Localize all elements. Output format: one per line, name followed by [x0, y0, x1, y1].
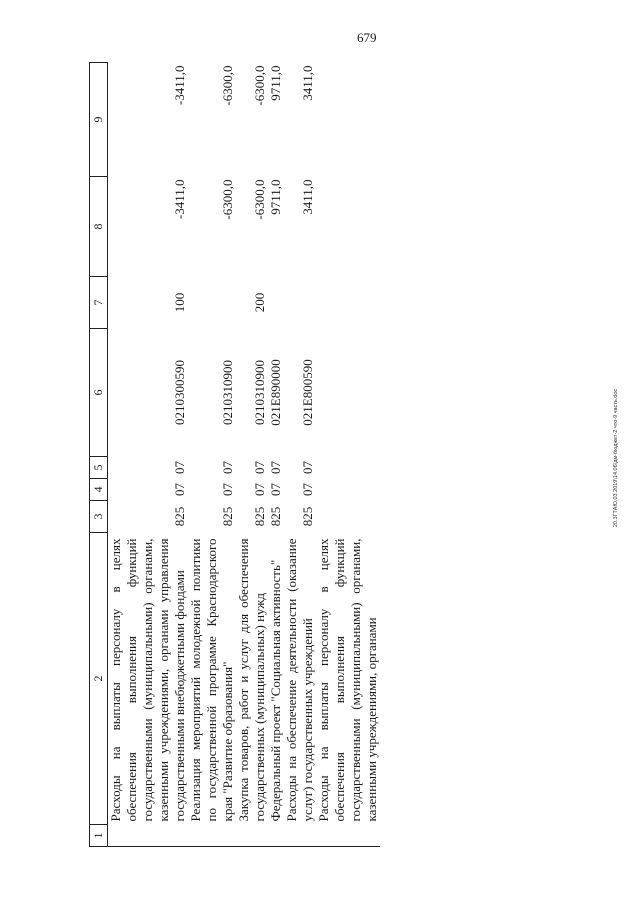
table-row: [316, 63, 380, 847]
cell-expense-type: [188, 277, 236, 329]
cell-target-article: 021E890000: [268, 359, 283, 426]
cell-ministry: 825: [172, 506, 187, 527]
cell-amount: 9711,0: [268, 179, 283, 215]
cell-subsection: 07: [300, 461, 315, 474]
header-cell: 1: [90, 825, 108, 847]
cell-subsection: 07: [252, 461, 267, 474]
cell-amount: 3411,0: [300, 179, 315, 215]
cell-section: 07: [268, 483, 283, 496]
cell-ministry: 825: [220, 506, 235, 527]
cell-section: [316, 479, 380, 501]
row-description: Закупка товаров, работ и услуг для обеспечения государственных (муниципальных) нужд: [236, 538, 267, 822]
cell-amount-total: -6300,0: [220, 65, 235, 106]
cell-ministry: 825: [300, 506, 315, 527]
cell-amount: -3411,0: [172, 179, 187, 220]
cell-section: 07: [300, 483, 315, 496]
header-cell: 3: [90, 501, 108, 533]
cell-expense-type: 100: [172, 292, 187, 313]
cell-section: 07: [220, 483, 235, 496]
table-header-row: [90, 63, 108, 847]
table-row: [108, 63, 189, 847]
table-row: [268, 63, 284, 847]
cell-expense-type: [284, 277, 316, 329]
header-cell: 6: [90, 329, 108, 457]
page-number: 679: [357, 30, 377, 45]
row-description: Реализация мероприятий молодежной политики по государственной программе Краснодарского края "Развитие образования": [188, 538, 235, 822]
cell-ministry: 825: [252, 506, 267, 527]
cell-ministry: 825: [268, 506, 283, 527]
table-row: [284, 63, 316, 847]
cell-amount-total: 3411,0: [300, 65, 315, 101]
header-cell: 2: [90, 533, 108, 825]
cell-subsection: 07: [172, 461, 187, 474]
header-cell: 7: [90, 277, 108, 329]
cell-subsection: [316, 457, 380, 479]
cell-amount-total: -6300,0: [252, 65, 267, 106]
file-path-footer: 20.3ГТАЮ.03.2019\14.06\дм-бюджет-2 что-9 часть.doc: [613, 388, 619, 528]
cell-amount: -6300,0: [252, 179, 267, 220]
header-cell: 8: [90, 177, 108, 277]
header-cell: 9: [90, 63, 108, 177]
header-cell: 4: [90, 479, 108, 501]
cell-target-article: 021E800590: [300, 359, 315, 426]
cell-ministry: [316, 501, 380, 533]
row-description: Федеральный проект "Социальная активность": [268, 559, 283, 822]
cell-target-article: [316, 329, 380, 457]
cell-subsection: 07: [220, 461, 235, 474]
table-row: [188, 63, 236, 847]
table-row: [236, 63, 268, 847]
cell-section: 07: [172, 483, 187, 496]
cell-subsection: 07: [268, 461, 283, 474]
row-description: Расходы на выплаты персоналу в целях обеспечения выполнения функций государственными (муниципальными) органами, казенными учреждениями, органами управления государственными внебюджетными фондами: [108, 538, 187, 822]
budget-table: [89, 62, 380, 847]
cell-expense-type: [316, 277, 380, 329]
cell-expense-type: 200: [252, 292, 267, 313]
rotated-table-container: [89, 63, 606, 847]
cell-amount: [316, 177, 380, 277]
cell-amount-total: [316, 63, 380, 177]
cell-expense-type: [268, 277, 284, 329]
cell-amount-total: -3411,0: [172, 65, 187, 106]
cell-target-article: 0210310900: [252, 360, 267, 425]
row-description: Расходы на выплаты персоналу в целях обеспечения выполнения функций государственными (муниципальными) органами, казенными учреждениями, органами: [316, 538, 379, 822]
cell-target-article: 0210310900: [220, 360, 235, 425]
row-description: Расходы на обеспечение деятельности (оказание услуг) государственных учреждений: [284, 538, 315, 822]
cell-amount: -6300,0: [220, 179, 235, 220]
cell-section: 07: [252, 483, 267, 496]
cell-target-article: 0210300590: [172, 360, 187, 425]
header-cell: 5: [90, 457, 108, 479]
cell-amount-total: 9711,0: [268, 65, 283, 101]
